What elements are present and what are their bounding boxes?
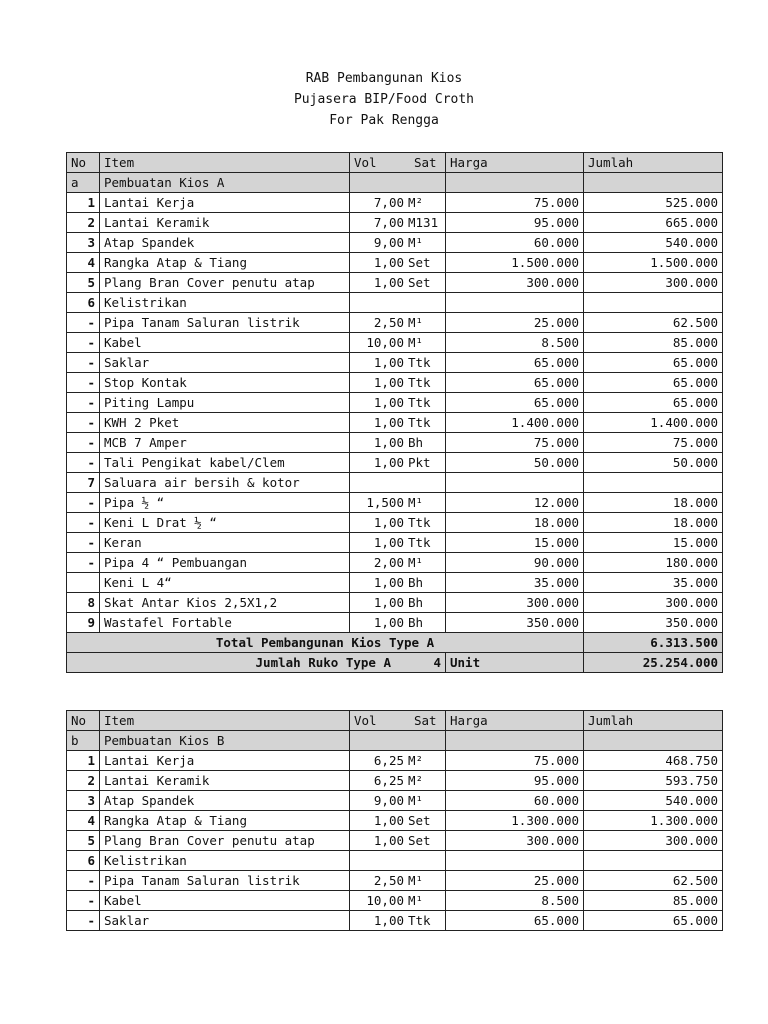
table-row bbox=[67, 313, 723, 333]
section-empty-jumlah bbox=[584, 731, 723, 751]
row-item: Pipa Tanam Saluran listrik bbox=[100, 871, 350, 891]
header-vol: Vol bbox=[354, 713, 377, 728]
row-vol-sat bbox=[350, 333, 446, 353]
row-harga: 65.000 bbox=[446, 911, 584, 931]
row-jumlah bbox=[584, 473, 723, 493]
header-item: Item bbox=[100, 153, 350, 173]
section-empty-jumlah bbox=[584, 173, 723, 193]
row-vol-sat bbox=[350, 293, 446, 313]
table-row bbox=[67, 253, 723, 273]
row-no: 1 bbox=[67, 751, 100, 771]
row-vol: 2,00 bbox=[373, 555, 404, 570]
row-harga: 25.000 bbox=[446, 313, 584, 333]
row-sat: Bh bbox=[408, 595, 424, 610]
row-vol: 1,00 bbox=[373, 575, 404, 590]
ruko-qty: 4 bbox=[433, 655, 441, 670]
header-jumlah: Jumlah bbox=[584, 711, 723, 731]
section-empty-harga bbox=[446, 173, 584, 193]
table-row bbox=[67, 473, 723, 493]
row-harga: 75.000 bbox=[446, 433, 584, 453]
row-sat: Set bbox=[408, 813, 431, 828]
header-harga: Harga bbox=[446, 711, 584, 731]
table-row bbox=[67, 911, 723, 931]
row-sat: M131 bbox=[408, 215, 439, 230]
row-no: - bbox=[67, 413, 100, 433]
row-vol: 9,00 bbox=[373, 235, 404, 250]
row-jumlah: 85.000 bbox=[584, 333, 723, 353]
row-vol: 1,00 bbox=[373, 913, 404, 928]
ruko-label: Jumlah Ruko Type A bbox=[255, 655, 391, 670]
row-vol-sat bbox=[350, 433, 446, 453]
row-sat: Set bbox=[408, 255, 431, 270]
row-no: 2 bbox=[67, 771, 100, 791]
table-row bbox=[67, 791, 723, 811]
row-vol-sat bbox=[350, 891, 446, 911]
table-header-row bbox=[67, 153, 723, 173]
row-sat: Ttk bbox=[408, 913, 431, 928]
row-no: - bbox=[67, 911, 100, 931]
row-jumlah: 65.000 bbox=[584, 393, 723, 413]
row-vol: 1,500 bbox=[366, 495, 404, 510]
row-vol-sat bbox=[350, 233, 446, 253]
section-empty-vol bbox=[350, 731, 446, 751]
section-label: Pembuatan Kios B bbox=[100, 731, 350, 751]
row-sat: M¹ bbox=[408, 335, 424, 350]
row-vol: 1,00 bbox=[373, 515, 404, 530]
row-sat: M² bbox=[408, 195, 424, 210]
row-no: - bbox=[67, 891, 100, 911]
row-sat: M¹ bbox=[408, 235, 424, 250]
row-harga: 25.000 bbox=[446, 871, 584, 891]
row-no: - bbox=[67, 493, 100, 513]
table-row bbox=[67, 393, 723, 413]
cost-table-b-body bbox=[67, 711, 723, 931]
row-item: Lantai Kerja bbox=[100, 193, 350, 213]
row-harga: 300.000 bbox=[446, 273, 584, 293]
row-vol: 1,00 bbox=[373, 813, 404, 828]
table-row bbox=[67, 333, 723, 353]
row-harga: 35.000 bbox=[446, 573, 584, 593]
row-jumlah: 65.000 bbox=[584, 373, 723, 393]
row-vol-sat bbox=[350, 811, 446, 831]
row-harga: 90.000 bbox=[446, 553, 584, 573]
row-item: Plang Bran Cover penutu atap bbox=[100, 831, 350, 851]
table-row bbox=[67, 493, 723, 513]
table-row bbox=[67, 453, 723, 473]
row-vol: 10,00 bbox=[366, 335, 404, 350]
row-jumlah bbox=[584, 293, 723, 313]
row-jumlah: 300.000 bbox=[584, 593, 723, 613]
row-vol: 1,00 bbox=[373, 375, 404, 390]
section-empty-vol bbox=[350, 173, 446, 193]
row-no: 1 bbox=[67, 193, 100, 213]
table-row bbox=[67, 233, 723, 253]
row-sat: Bh bbox=[408, 615, 424, 630]
row-sat: M² bbox=[408, 753, 424, 768]
row-no: 9 bbox=[67, 613, 100, 633]
ruko-value: 25.254.000 bbox=[584, 653, 723, 673]
row-vol-sat bbox=[350, 513, 446, 533]
row-vol-sat bbox=[350, 313, 446, 333]
row-item: Saklar bbox=[100, 911, 350, 931]
table-row bbox=[67, 613, 723, 633]
section-label: Pembuatan Kios A bbox=[100, 173, 350, 193]
row-harga bbox=[446, 293, 584, 313]
header-no: No bbox=[67, 711, 100, 731]
row-vol: 1,00 bbox=[373, 435, 404, 450]
row-jumlah: 1.400.000 bbox=[584, 413, 723, 433]
row-sat: Ttk bbox=[408, 355, 431, 370]
row-harga: 95.000 bbox=[446, 213, 584, 233]
table-row bbox=[67, 413, 723, 433]
title-line-2: Pujasera BIP/Food Croth bbox=[293, 92, 474, 107]
table-row bbox=[67, 353, 723, 373]
row-no: - bbox=[67, 453, 100, 473]
header-item: Item bbox=[100, 711, 350, 731]
row-vol-sat bbox=[350, 193, 446, 213]
ruko-unit: Unit bbox=[446, 653, 584, 673]
table-row bbox=[67, 553, 723, 573]
row-sat: M¹ bbox=[408, 793, 424, 808]
row-no: - bbox=[67, 513, 100, 533]
header-no: No bbox=[67, 153, 100, 173]
row-no: 6 bbox=[67, 293, 100, 313]
table-row bbox=[67, 751, 723, 771]
row-item: Stop Kontak bbox=[100, 373, 350, 393]
row-sat: M¹ bbox=[408, 893, 424, 908]
row-jumlah: 1.500.000 bbox=[584, 253, 723, 273]
total-label: Total Pembangunan Kios Type A bbox=[67, 633, 584, 653]
row-sat: M¹ bbox=[408, 495, 424, 510]
row-vol-sat bbox=[350, 791, 446, 811]
row-vol-sat bbox=[350, 831, 446, 851]
row-item: Pipa 4 “ Pembuangan bbox=[100, 553, 350, 573]
row-vol: 1,00 bbox=[373, 595, 404, 610]
row-no: 3 bbox=[67, 791, 100, 811]
row-harga: 18.000 bbox=[446, 513, 584, 533]
row-no: - bbox=[67, 393, 100, 413]
row-vol-sat bbox=[350, 771, 446, 791]
row-vol-sat bbox=[350, 393, 446, 413]
row-jumlah: 180.000 bbox=[584, 553, 723, 573]
row-vol: 1,00 bbox=[373, 355, 404, 370]
row-harga: 60.000 bbox=[446, 233, 584, 253]
title-line-3: For Pak Rengga bbox=[329, 113, 439, 128]
ruko-label-cell bbox=[67, 653, 446, 673]
row-harga: 300.000 bbox=[446, 831, 584, 851]
table-row bbox=[67, 851, 723, 871]
row-jumlah: 18.000 bbox=[584, 493, 723, 513]
row-jumlah: 35.000 bbox=[584, 573, 723, 593]
row-item: Kabel bbox=[100, 333, 350, 353]
row-vol-sat bbox=[350, 533, 446, 553]
row-vol-sat bbox=[350, 851, 446, 871]
row-no: - bbox=[67, 433, 100, 453]
row-no: 7 bbox=[67, 473, 100, 493]
row-sat: Bh bbox=[408, 435, 424, 450]
row-sat: M¹ bbox=[408, 315, 424, 330]
row-item: Keran bbox=[100, 533, 350, 553]
row-harga: 75.000 bbox=[446, 193, 584, 213]
row-jumlah: 350.000 bbox=[584, 613, 723, 633]
row-vol-sat bbox=[350, 353, 446, 373]
row-harga: 350.000 bbox=[446, 613, 584, 633]
row-vol: 1,00 bbox=[373, 275, 404, 290]
row-sat: Bh bbox=[408, 575, 424, 590]
total-row bbox=[67, 633, 723, 653]
section-no: a bbox=[67, 173, 100, 193]
section-row bbox=[67, 173, 723, 193]
row-no: 2 bbox=[67, 213, 100, 233]
row-item: Lantai Kerja bbox=[100, 751, 350, 771]
header-jumlah: Jumlah bbox=[584, 153, 723, 173]
row-vol-sat bbox=[350, 493, 446, 513]
row-vol: 1,00 bbox=[373, 395, 404, 410]
row-item: Lantai Keramik bbox=[100, 213, 350, 233]
row-jumlah bbox=[584, 851, 723, 871]
section-row bbox=[67, 731, 723, 751]
row-sat: Ttk bbox=[408, 415, 431, 430]
row-item: Keni L 4“ bbox=[100, 573, 350, 593]
row-vol: 6,25 bbox=[373, 753, 404, 768]
table-row bbox=[67, 811, 723, 831]
row-jumlah: 665.000 bbox=[584, 213, 723, 233]
table-row bbox=[67, 293, 723, 313]
row-harga: 300.000 bbox=[446, 593, 584, 613]
row-jumlah: 525.000 bbox=[584, 193, 723, 213]
row-harga bbox=[446, 473, 584, 493]
row-item: MCB 7 Amper bbox=[100, 433, 350, 453]
row-vol-sat bbox=[350, 751, 446, 771]
row-harga: 1.500.000 bbox=[446, 253, 584, 273]
section-no: b bbox=[67, 731, 100, 751]
row-jumlah: 540.000 bbox=[584, 791, 723, 811]
row-no: 3 bbox=[67, 233, 100, 253]
row-vol: 6,25 bbox=[373, 773, 404, 788]
row-harga: 65.000 bbox=[446, 393, 584, 413]
row-sat: Set bbox=[408, 275, 431, 290]
row-item: Pipa Tanam Saluran listrik bbox=[100, 313, 350, 333]
row-no bbox=[67, 573, 100, 593]
row-no: - bbox=[67, 871, 100, 891]
row-harga: 75.000 bbox=[446, 751, 584, 771]
row-no: - bbox=[67, 553, 100, 573]
row-jumlah: 468.750 bbox=[584, 751, 723, 771]
ruko-row bbox=[67, 653, 723, 673]
row-harga: 1.300.000 bbox=[446, 811, 584, 831]
cost-table-a bbox=[66, 152, 723, 673]
cost-table-a-body bbox=[67, 153, 723, 673]
row-vol-sat bbox=[350, 473, 446, 493]
row-harga: 1.400.000 bbox=[446, 413, 584, 433]
row-item: Atap Spandek bbox=[100, 233, 350, 253]
row-item: Kabel bbox=[100, 891, 350, 911]
row-harga: 8.500 bbox=[446, 891, 584, 911]
row-item: Lantai Keramik bbox=[100, 771, 350, 791]
row-sat: Set bbox=[408, 833, 431, 848]
header-harga: Harga bbox=[446, 153, 584, 173]
table-row bbox=[67, 831, 723, 851]
total-value: 6.313.500 bbox=[584, 633, 723, 653]
header-vol: Vol bbox=[354, 155, 377, 170]
row-no: 8 bbox=[67, 593, 100, 613]
table-row bbox=[67, 871, 723, 891]
row-vol-sat bbox=[350, 871, 446, 891]
row-vol: 1,00 bbox=[373, 455, 404, 470]
table-row bbox=[67, 513, 723, 533]
table-row bbox=[67, 213, 723, 233]
row-vol-sat bbox=[350, 413, 446, 433]
row-no: - bbox=[67, 353, 100, 373]
row-sat: Pkt bbox=[408, 455, 431, 470]
row-item: Saklar bbox=[100, 353, 350, 373]
row-jumlah: 1.300.000 bbox=[584, 811, 723, 831]
row-harga: 60.000 bbox=[446, 791, 584, 811]
row-no: 5 bbox=[67, 273, 100, 293]
row-item: Rangka Atap & Tiang bbox=[100, 811, 350, 831]
table-row bbox=[67, 273, 723, 293]
row-no: - bbox=[67, 333, 100, 353]
row-no: 6 bbox=[67, 851, 100, 871]
row-item: Skat Antar Kios 2,5X1,2 bbox=[100, 593, 350, 613]
row-vol: 1,00 bbox=[373, 415, 404, 430]
row-jumlah: 15.000 bbox=[584, 533, 723, 553]
row-item: Keni L Drat ½ “ bbox=[100, 513, 350, 533]
cost-table-b bbox=[66, 710, 723, 931]
row-jumlah: 65.000 bbox=[584, 911, 723, 931]
row-vol-sat bbox=[350, 911, 446, 931]
row-harga: 50.000 bbox=[446, 453, 584, 473]
table-row bbox=[67, 433, 723, 453]
row-jumlah: 593.750 bbox=[584, 771, 723, 791]
row-no: 4 bbox=[67, 253, 100, 273]
row-item: Plang Bran Cover penutu atap bbox=[100, 273, 350, 293]
row-sat: M¹ bbox=[408, 873, 424, 888]
row-vol-sat bbox=[350, 613, 446, 633]
row-vol: 2,50 bbox=[373, 315, 404, 330]
row-vol-sat bbox=[350, 373, 446, 393]
row-jumlah: 300.000 bbox=[584, 831, 723, 851]
row-sat: Ttk bbox=[408, 515, 431, 530]
row-vol-sat bbox=[350, 593, 446, 613]
row-vol-sat bbox=[350, 253, 446, 273]
row-vol-sat bbox=[350, 213, 446, 233]
row-jumlah: 85.000 bbox=[584, 891, 723, 911]
row-item: Rangka Atap & Tiang bbox=[100, 253, 350, 273]
table-row bbox=[67, 891, 723, 911]
row-vol: 1,00 bbox=[373, 255, 404, 270]
row-vol-sat bbox=[350, 273, 446, 293]
row-item: Tali Pengikat kabel/Clem bbox=[100, 453, 350, 473]
header-sat: Sat bbox=[414, 713, 437, 728]
row-no: - bbox=[67, 373, 100, 393]
row-item: Kelistrikan bbox=[100, 851, 350, 871]
table-row bbox=[67, 771, 723, 791]
row-vol-sat bbox=[350, 453, 446, 473]
row-vol: 1,00 bbox=[373, 615, 404, 630]
row-vol-sat bbox=[350, 573, 446, 593]
row-harga: 12.000 bbox=[446, 493, 584, 513]
row-jumlah: 50.000 bbox=[584, 453, 723, 473]
row-jumlah: 62.500 bbox=[584, 313, 723, 333]
row-vol: 1,00 bbox=[373, 535, 404, 550]
row-vol: 2,50 bbox=[373, 873, 404, 888]
table-row bbox=[67, 533, 723, 553]
row-no: - bbox=[67, 533, 100, 553]
row-sat: Ttk bbox=[408, 535, 431, 550]
row-vol: 7,00 bbox=[373, 195, 404, 210]
row-vol: 7,00 bbox=[373, 215, 404, 230]
row-harga: 65.000 bbox=[446, 373, 584, 393]
document-title bbox=[0, 68, 768, 131]
row-jumlah: 300.000 bbox=[584, 273, 723, 293]
row-harga bbox=[446, 851, 584, 871]
table-row bbox=[67, 193, 723, 213]
row-no: - bbox=[67, 313, 100, 333]
header-vol-sat bbox=[350, 711, 446, 731]
row-harga: 95.000 bbox=[446, 771, 584, 791]
row-harga: 8.500 bbox=[446, 333, 584, 353]
table-row bbox=[67, 593, 723, 613]
row-sat: M¹ bbox=[408, 555, 424, 570]
row-no: 5 bbox=[67, 831, 100, 851]
row-item: KWH 2 Pket bbox=[100, 413, 350, 433]
row-item: Atap Spandek bbox=[100, 791, 350, 811]
row-vol: 10,00 bbox=[366, 893, 404, 908]
row-jumlah: 75.000 bbox=[584, 433, 723, 453]
row-vol-sat bbox=[350, 553, 446, 573]
header-vol-sat bbox=[350, 153, 446, 173]
row-sat: Ttk bbox=[408, 375, 431, 390]
title-line-1: RAB Pembangunan Kios bbox=[305, 71, 463, 86]
row-sat: M² bbox=[408, 773, 424, 788]
table-row bbox=[67, 373, 723, 393]
row-vol: 9,00 bbox=[373, 793, 404, 808]
header-sat: Sat bbox=[414, 155, 437, 170]
row-jumlah: 540.000 bbox=[584, 233, 723, 253]
row-item: Wastafel Fortable bbox=[100, 613, 350, 633]
row-sat: Ttk bbox=[408, 395, 431, 410]
row-harga: 65.000 bbox=[446, 353, 584, 373]
row-item: Kelistrikan bbox=[100, 293, 350, 313]
row-item: Piting Lampu bbox=[100, 393, 350, 413]
section-empty-harga bbox=[446, 731, 584, 751]
row-jumlah: 18.000 bbox=[584, 513, 723, 533]
row-vol: 1,00 bbox=[373, 833, 404, 848]
row-item: Saluara air bersih & kotor bbox=[100, 473, 350, 493]
table-header-row bbox=[67, 711, 723, 731]
row-no: 4 bbox=[67, 811, 100, 831]
row-item: Pipa ½ “ bbox=[100, 493, 350, 513]
row-jumlah: 65.000 bbox=[584, 353, 723, 373]
table-row bbox=[67, 573, 723, 593]
row-harga: 15.000 bbox=[446, 533, 584, 553]
row-jumlah: 62.500 bbox=[584, 871, 723, 891]
